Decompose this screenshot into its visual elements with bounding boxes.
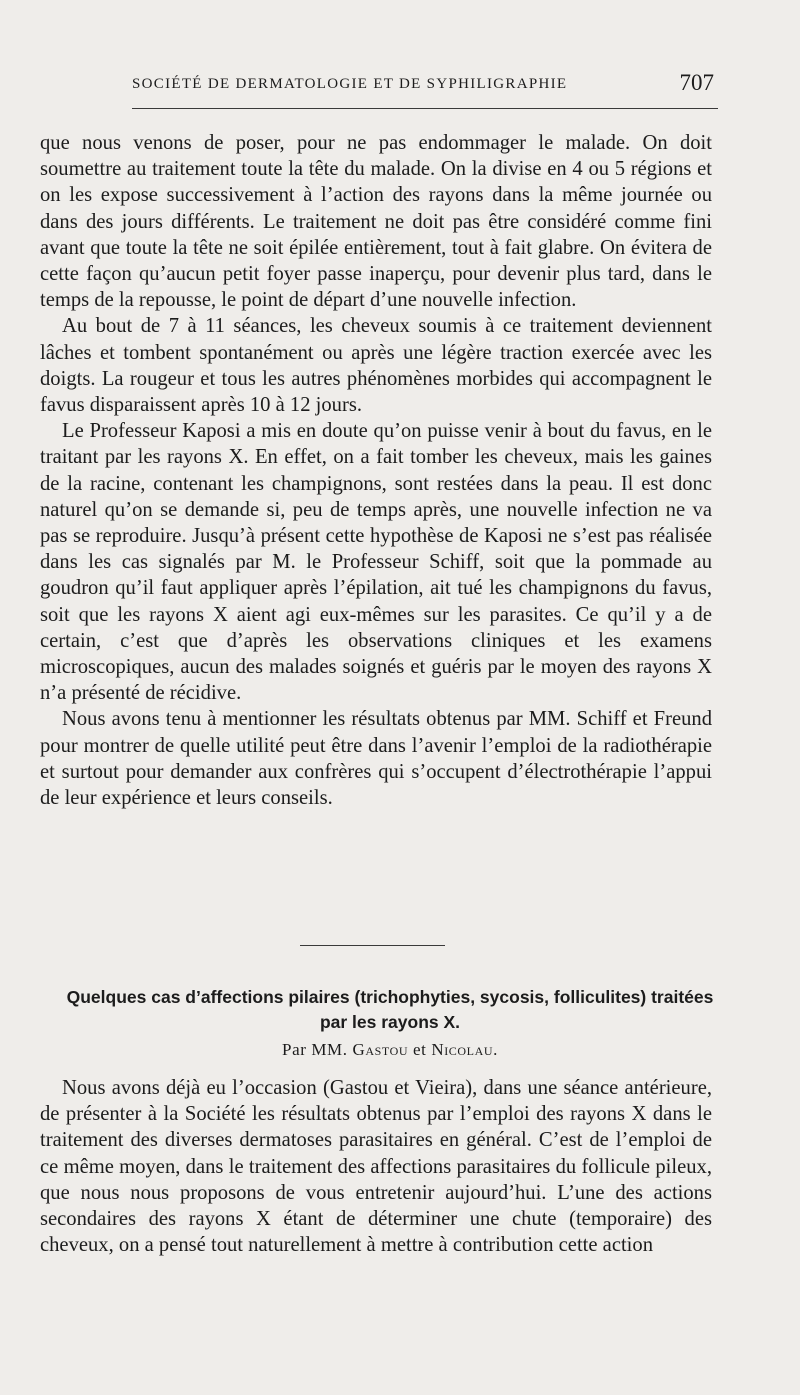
section-separator <box>300 945 445 946</box>
paragraph: Nous avons déjà eu l’occasion (Gastou et Vieira), dans une séance antérieure, de présenter à la Société les résultats obtenus par l’emploi des rayons X dans le traitement des diverses dermatoses parasitaires en général. C’est de l’emploi de ce même moyen, dans le traitement des affections parasitaires du follicule pileux, que nous nous proposons de vous entretenir aujourd’hui. L’une des actions secondaires des rayons X étant de déterminer une chute (temporaire) des cheveux, on a pensé tout naturellement à mettre à contribution cette action <box>40 1077 712 1257</box>
author-nicolau: Nicolau. <box>431 1040 498 1059</box>
byline-and: et <box>413 1040 427 1059</box>
page-number: 707 <box>679 70 714 95</box>
header-rule <box>132 108 718 109</box>
paragraph: Nous avons tenu à mentionner les résultats obtenus par MM. Schiff et Freund pour montrer de quelle utilité peut être dans l’avenir l’emploi de la radiothérapie et surtout pour demander aux confrères qui s’occupent d’électrothérapie l’appui de leur expérience et leurs conseils. <box>40 708 712 810</box>
body-text <box>40 130 712 811</box>
byline-prefix: Par MM. <box>282 1040 348 1059</box>
paragraph: Le Professeur Kaposi a mis en doute qu’on puisse venir à bout du favus, en le traitant par les rayons X. En effet, on a fait tomber les cheveux, mais les gaines de la racine, contenant les champignons, sont restées dans la peau. Il est donc naturel qu’on se demande si, peu de temps après, une nouvelle infection ne va pas se reproduire. Jusqu’à présent cette hypothèse de Kaposi ne s’est pas réalisée dans les cas signalés par M. le Professeur Schiff, soit que la pommade au goudron qu’il faut appliquer après l’épilation, ait tué les champignons du favus, soit que les rayons X aient agi eux-mêmes sur les parasites. Ce qu’il y a de certain, c’est que d’après les observations cliniques et les examens microscopiques, aucun des malades soignés et guéris par le moyen des rayons X n’a présenté de récidive. <box>40 420 712 705</box>
author-gastou: Gastou <box>352 1040 409 1059</box>
running-title: SOCIÉTÉ DE DERMATOLOGIE ET DE SYPHILIGRAPHIE <box>132 76 568 92</box>
section-body-text <box>40 1075 712 1258</box>
byline <box>60 1040 720 1060</box>
running-head <box>132 70 718 102</box>
section-title: Quelques cas d’affections pilaires (trichophyties, sycosis, folliculites) traitées par les rayons X. <box>66 987 714 1032</box>
paragraph: que nous venons de poser, pour ne pas endommager le malade. On doit soumettre au traitement toute la tête du malade. On la divise en 4 ou 5 régions et on les expose successivement à l’action des rayons dans la même journée ou dans des jours différents. Le traitement ne doit pas être considéré comme fini avant que toute la tête ne soit épilée entièrement, tout à fait glabre. On évitera de cette façon qu’aucun petit foyer passe inaperçu, pour devenir plus tard, dans le temps de la repousse, le point de départ d’une nouvelle infection. <box>40 132 712 312</box>
paragraph: Au bout de 7 à 11 séances, les cheveux soumis à ce traitement deviennent lâches et tombent spontanément ou après une légère traction exercée avec les doigts. La rougeur et tous les autres phénomènes morbides qui accompagnent le favus disparaissent après 10 à 12 jours. <box>40 315 712 417</box>
